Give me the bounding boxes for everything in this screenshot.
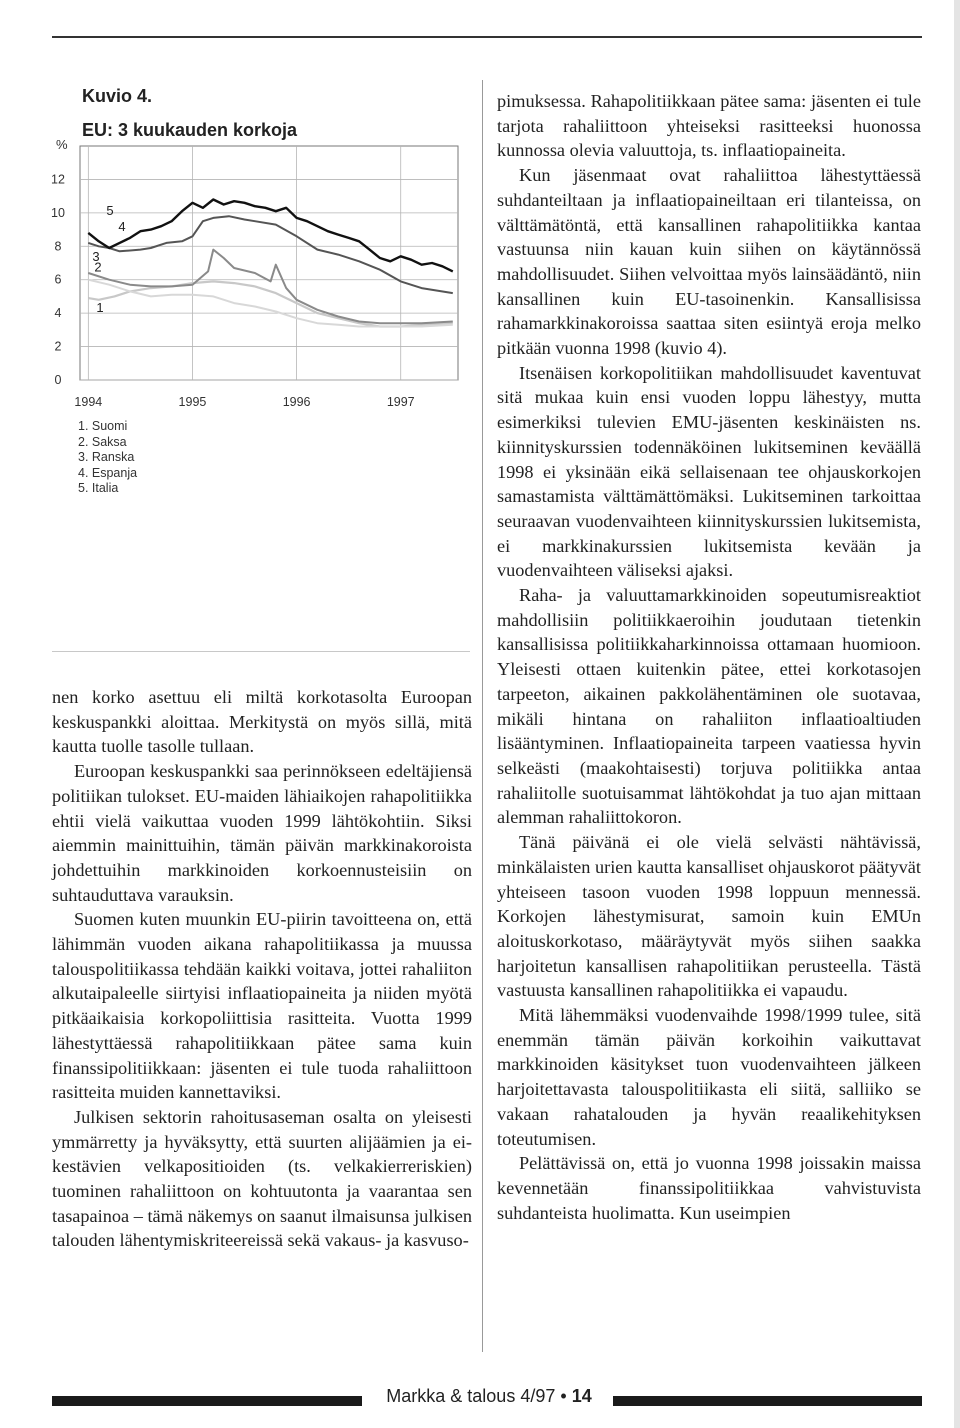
paragraph: Suomen kuten muunkin EU-piirin tavoitteena on, että lähimmän vuoden aikana rahapolitiikassa ja muussa talouspolitiikassa tehdään kaikki voitava, jottei rahaliiton alkutaipaleelle siirtyisi inflaatiopaineita ja niiden myötä pitkäaikaisia korkopoliittisia rasitteita. Vuotta 1999 lähestyttäessä rahapolitiikkaan pätee sama kuin finanssipolitiikkaan: jäsenten ei tule tuoda rahaliittoon rasitteita muiden kannettaviksi. bbox=[52, 909, 472, 1103]
footer-separator: • bbox=[560, 1386, 567, 1406]
paragraph: Julkisen sektorin rahoitusaseman osalta on yleisesti ymmärretty ja hyväksytty, että suurten alijäämien ja ei-kestävien velkapositioiden (ts. velkakierreriskien) tuominen rahaliittoon on kohtuutonta ja vaarantaa sen tasapainoa – tämä näkemys on saanut ilmaisunsa julkisen talouden lähentymiskriteereissä sekä vakaus- ja kasvuso- bbox=[52, 1106, 472, 1251]
y-axis-label: % bbox=[56, 137, 68, 152]
series-number-label: 3 bbox=[92, 249, 100, 265]
series-number-label: 5 bbox=[106, 202, 114, 218]
right-text-column bbox=[497, 89, 921, 1225]
series-number-label: 4 bbox=[118, 218, 126, 234]
paragraph: Raha- ja valuuttamarkkinoiden sopeutumisreaktiot mahdollisiin politiikkaeroihin joudutaan tietenkin kansallisissa politiikkaharkinnoissa ottamaan huomioon. Yleisesti ottaen kuitenkin pätee, ettei korkotasojen tarpeeton, aikainen pakkolähentäminen ole suotavaa, mikäli hintana on rahaliiton inflaatioaltiuden lisääntyminen. Inflaatiopaineita tarpeen vaatiessa hyvin selkeästi (maakohtaisesti) torjuva politiikka antaa rahaliitolle suotuisammat lähtökohdat ja tuo ajan mittaan alemman rahaliittokoron. bbox=[497, 585, 921, 828]
series-line-3 bbox=[88, 250, 453, 324]
paragraph: pimuksessa. Rahapolitiikkaan pätee sama: jäsenten ei tule tarjota rahaliittoon yhteiseksi rasitteeksi huonossa kunnossa olevia valuuttoja, ts. inflaatiopaineita. bbox=[497, 91, 921, 161]
column-divider bbox=[482, 80, 483, 1352]
y-tick-label: 8 bbox=[54, 239, 62, 254]
series-line-1 bbox=[88, 281, 453, 326]
paragraph: Tänä päivänä ei ole vielä selvästi nähtävissä, minkälaisten urien kautta kansalliset ohjauskorot päätyvät yhteiseen tasoon vuoden 1998 loppuun mennessä. Korkojen lähestymisurat, samoin kuin EMUn aloituskorkotaso, määräytyvät myös siihen saakka harjoitetun kansallisen rahapolitiikan perusteella. Tästä vastuusta kansallinen rahapolitiikka ei vapaudu. bbox=[497, 832, 921, 1001]
y-tick-label: 2 bbox=[54, 339, 62, 354]
y-tick-label: 10 bbox=[51, 205, 65, 220]
y-tick-labels bbox=[51, 172, 65, 387]
paragraph: Mitä lähemmäksi vuodenvaihde 1998/1999 tulee, sitä enemmän tämän päivän korkoihin vaikuttavat markkinoiden käsitykset tuon vuodenvaihteen jälkeen harjoitettavasta talouspolitiikasta eli siitä, salliiko se vakaan rahatalouden ja hyvän reaalikehityksen toteutumisen. bbox=[497, 1005, 921, 1149]
x-tick-label: 1994 bbox=[74, 395, 103, 409]
chart-grid bbox=[80, 146, 458, 380]
chart-series bbox=[88, 200, 453, 327]
footer-publication: Markka & talous 4/97 bbox=[386, 1386, 556, 1406]
footer-bar-right bbox=[613, 1396, 922, 1406]
x-tick-label: 1997 bbox=[386, 395, 415, 409]
left-text-column bbox=[52, 685, 472, 1253]
paragraph: Pelättävissä on, että jo vuonna 1998 joissakin maissa kevennetään finanssipolitiikkaa vahvistuvista suhdanteista huolimatta. Kun useimpien bbox=[497, 1153, 921, 1223]
y-tick-label: 6 bbox=[54, 272, 62, 287]
y-tick-label: 12 bbox=[51, 172, 65, 187]
paragraph: Kun jäsenmaat ovat rahaliittoa lähestyttäessä suhdanteiltaan ja inflaatiopaineiltaan eri tilanteissa, on välttämätöntä, että kansallinen rahapolitiikka kantaa vastuunsa niin kauan kuin siihen on käytännössä mahdollisuudet. Siihen velvoittaa myös lainsäädäntö, niin kansallinen kuin EU-tasoinenkin. Kansallisissa rahamarkkinakoroissa saattaa siten esiintyä eroja melko pitkään vuonna 1998 (kuvio 4). bbox=[497, 165, 921, 359]
figure-label: Kuvio 4. bbox=[82, 86, 153, 106]
x-tick-labels bbox=[74, 395, 414, 409]
paragraph: Itsenäisen korkopolitiikan mahdollisuudet kaventuvat sitä mukaa kuin ensi vuoden loppu lähestyy, mutta esimerkiksi tulevien EMU-jäsenten keskinäisten ns. kiinnityskurssien todennäköinen lukitseminen keväällä 1998 ei yksinään eikä sellaisenaan tee ohjauskorkojen samastamista välttämättömäksi. Lukitseminen tarkoittaa seuraavan vuodenvaihteen kiinnityskurssien lukitsemista, ei markkinakurssien lukitsemista kevään ja vuodenvaihteen väliseksi ajaksi. bbox=[497, 362, 921, 581]
top-rule bbox=[52, 36, 922, 38]
y-tick-label: 0 bbox=[54, 373, 62, 387]
interest-rate-chart bbox=[40, 135, 470, 415]
x-tick-label: 1996 bbox=[282, 395, 311, 409]
series-line-5 bbox=[88, 200, 453, 272]
y-tick-label: 4 bbox=[54, 306, 62, 321]
page-footer bbox=[378, 1386, 600, 1407]
legend-item-espanja: 4. Espanja bbox=[78, 465, 138, 480]
plot-frame bbox=[80, 146, 458, 380]
legend-item-ranska: 3. Ranska bbox=[78, 450, 135, 464]
series-number-label: 1 bbox=[96, 300, 104, 316]
page-edge-shadow bbox=[954, 0, 960, 1428]
x-tick-label: 1995 bbox=[178, 395, 207, 409]
chart-legend bbox=[78, 419, 137, 497]
series-number-label: 2 bbox=[94, 259, 102, 275]
figure-bottom-rule bbox=[52, 651, 470, 652]
legend-item-suomi: 1. Suomi bbox=[78, 419, 128, 433]
paragraph: Euroopan keskuspankki saa perinnökseen edeltäjiensä politiikan tulokset. EU-maiden lähiaikojen rahapolitiikka ehtii vielä vaikuttaa vuoden 1999 lähtökohtiin. Siksi aiemmin mainittuihin, tämän päivän markkinakoroista johdettuihin markkinoiden korkoennusteisiin on suhtauduttava varauksin. bbox=[52, 761, 472, 905]
legend-item-italia: 5. Italia bbox=[78, 481, 119, 495]
paragraph: nen korko asettuu eli miltä korkotasolta Euroopan keskuspankki aloittaa. Merkitystä on myös sillä, mitä kautta tuolle tasolle tullaan. bbox=[52, 687, 472, 757]
figure-title: EU: 3 kuukauden korkoja bbox=[82, 120, 298, 140]
footer-bar-left bbox=[52, 1396, 362, 1406]
page-number: 14 bbox=[571, 1386, 592, 1406]
legend-item-saksa: 2. Saksa bbox=[78, 434, 127, 449]
